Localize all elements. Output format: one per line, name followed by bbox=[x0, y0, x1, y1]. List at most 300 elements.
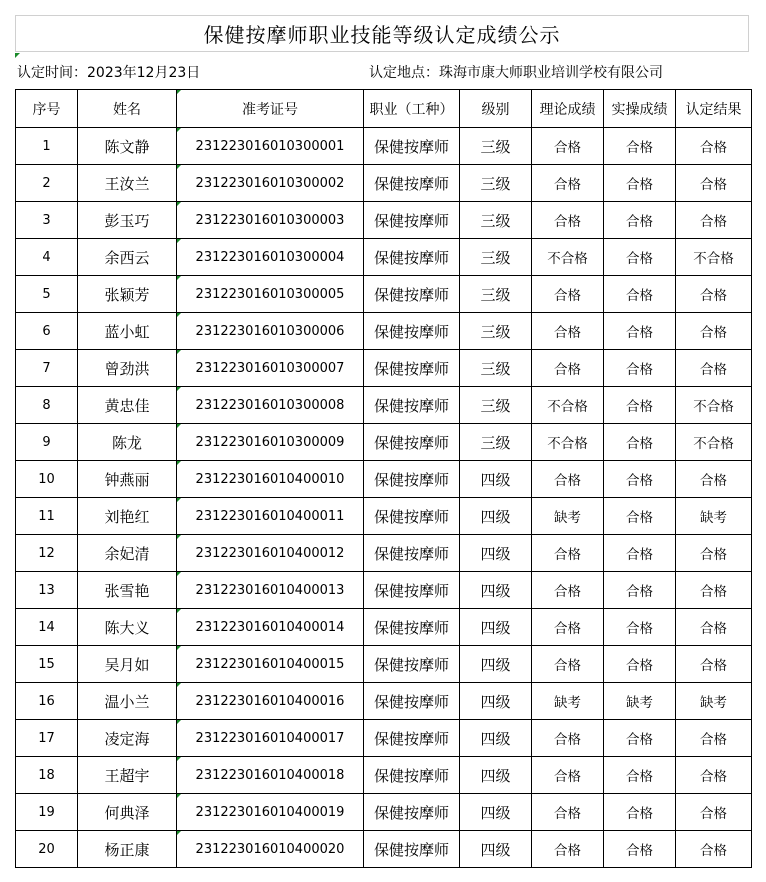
cell-level-text: 三级 bbox=[480, 174, 511, 193]
cell-index-text: 14 bbox=[38, 619, 55, 635]
cell-practical-score[interactable] bbox=[604, 794, 676, 831]
cell-result[interactable] bbox=[676, 461, 752, 498]
cell-exam-id[interactable] bbox=[177, 424, 364, 461]
cell-practical-score-text: 合格 bbox=[626, 621, 653, 637]
cell-index-text: 5 bbox=[42, 286, 51, 302]
header-cell-occupation[interactable]: 职业（工种） bbox=[364, 90, 460, 128]
cell-index[interactable] bbox=[16, 794, 78, 831]
cell-index[interactable] bbox=[16, 572, 78, 609]
cell-index-text: 15 bbox=[38, 656, 55, 672]
assessment-place[interactable]: 认定地点：珠海市康大师职业培训学校有限公司 bbox=[369, 65, 663, 81]
text-number-marker bbox=[177, 683, 181, 687]
cell-practical-score-text: 合格 bbox=[626, 436, 653, 452]
cell-level[interactable] bbox=[460, 757, 532, 794]
cell-result[interactable] bbox=[676, 424, 752, 461]
cell-exam-id[interactable] bbox=[177, 609, 364, 646]
cell-occupation-text: 保健按摩师 bbox=[373, 396, 449, 415]
cell-result-text: 不合格 bbox=[693, 399, 734, 415]
cell-occupation[interactable] bbox=[364, 387, 460, 424]
text-number-marker bbox=[177, 128, 181, 132]
cell-exam-id-text: 231223016010300008 bbox=[195, 397, 345, 413]
header-cell-result[interactable]: 认定结果 bbox=[676, 90, 752, 128]
cell-level-text: 四级 bbox=[480, 692, 511, 711]
cell-level[interactable] bbox=[460, 498, 532, 535]
cell-name-text: 凌定海 bbox=[104, 729, 150, 748]
cell-practical-score-text: 合格 bbox=[626, 214, 653, 230]
cell-name[interactable] bbox=[78, 276, 177, 313]
cell-exam-id[interactable] bbox=[177, 498, 364, 535]
cell-exam-id[interactable] bbox=[177, 831, 364, 868]
cell-index[interactable] bbox=[16, 609, 78, 646]
cell-theory-score[interactable] bbox=[532, 202, 604, 239]
cell-theory-score[interactable] bbox=[532, 313, 604, 350]
cell-name[interactable] bbox=[78, 794, 177, 831]
cell-result-text: 合格 bbox=[700, 362, 727, 378]
cell-level-text: 四级 bbox=[480, 470, 511, 489]
cell-name[interactable] bbox=[78, 239, 177, 276]
cell-name[interactable] bbox=[78, 128, 177, 165]
cell-occupation[interactable] bbox=[364, 794, 460, 831]
cell-index-text: 4 bbox=[42, 249, 51, 265]
cell-result-text: 合格 bbox=[700, 843, 727, 859]
cell-theory-score-text: 合格 bbox=[554, 584, 581, 600]
cell-result[interactable] bbox=[676, 535, 752, 572]
cell-practical-score-text: 合格 bbox=[626, 325, 653, 341]
cell-occupation-text: 保健按摩师 bbox=[373, 285, 449, 304]
table-row bbox=[16, 128, 752, 165]
cell-theory-score-text: 缺考 bbox=[554, 695, 581, 711]
cell-level[interactable] bbox=[460, 276, 532, 313]
cell-index[interactable] bbox=[16, 424, 78, 461]
cell-index-text: 17 bbox=[38, 730, 55, 746]
cell-level[interactable] bbox=[460, 387, 532, 424]
cell-practical-score[interactable] bbox=[604, 165, 676, 202]
cell-exam-id-text: 231223016010400018 bbox=[195, 767, 345, 783]
cell-level-text: 四级 bbox=[480, 729, 511, 748]
cell-level-text: 四级 bbox=[480, 544, 511, 563]
cell-exam-id[interactable] bbox=[177, 794, 364, 831]
cell-name-text: 王汝兰 bbox=[104, 174, 150, 193]
cell-result[interactable] bbox=[676, 757, 752, 794]
cell-practical-score-text: 合格 bbox=[626, 140, 653, 156]
cell-occupation-text: 保健按摩师 bbox=[373, 766, 449, 785]
cell-exam-id-text: 231223016010300004 bbox=[195, 249, 345, 265]
cell-result-text: 不合格 bbox=[693, 251, 734, 267]
cell-occupation-text: 保健按摩师 bbox=[373, 359, 449, 378]
cell-occupation[interactable] bbox=[364, 128, 460, 165]
cell-result[interactable] bbox=[676, 313, 752, 350]
text-number-marker bbox=[177, 720, 181, 724]
cell-theory-score-text: 合格 bbox=[554, 732, 581, 748]
cell-result-text: 合格 bbox=[700, 177, 727, 193]
cell-exam-id-text: 231223016010400017 bbox=[195, 730, 345, 746]
header-cell-index[interactable]: 序号 bbox=[16, 90, 78, 128]
header-cell-exam-id[interactable]: 准考证号 bbox=[177, 90, 364, 128]
cell-exam-id[interactable] bbox=[177, 757, 364, 794]
cell-name-text: 黄忠佳 bbox=[104, 396, 150, 415]
cell-name[interactable] bbox=[78, 535, 177, 572]
cell-index[interactable] bbox=[16, 831, 78, 868]
cell-result[interactable] bbox=[676, 572, 752, 609]
cell-name[interactable] bbox=[78, 831, 177, 868]
cell-name-text: 曾劲洪 bbox=[104, 359, 150, 378]
cell-practical-score-text: 合格 bbox=[626, 547, 653, 563]
cell-practical-score[interactable] bbox=[604, 276, 676, 313]
cell-occupation[interactable] bbox=[364, 831, 460, 868]
cell-level[interactable] bbox=[460, 609, 532, 646]
cell-theory-score-text: 合格 bbox=[554, 325, 581, 341]
cell-theory-score[interactable] bbox=[532, 276, 604, 313]
cell-exam-id[interactable] bbox=[177, 535, 364, 572]
cell-level-text: 四级 bbox=[480, 766, 511, 785]
cell-practical-score[interactable] bbox=[604, 646, 676, 683]
cell-exam-id-text: 231223016010300001 bbox=[195, 138, 345, 154]
cell-occupation[interactable] bbox=[364, 202, 460, 239]
cell-occupation[interactable] bbox=[364, 461, 460, 498]
cell-practical-score[interactable] bbox=[604, 609, 676, 646]
results-table bbox=[15, 89, 752, 868]
cell-exam-id[interactable] bbox=[177, 572, 364, 609]
cell-practical-score[interactable] bbox=[604, 313, 676, 350]
cell-exam-id[interactable] bbox=[177, 461, 364, 498]
cell-exam-id[interactable] bbox=[177, 387, 364, 424]
cell-exam-id-text: 231223016010400014 bbox=[195, 619, 345, 635]
cell-result[interactable] bbox=[676, 683, 752, 720]
cell-theory-score[interactable] bbox=[532, 128, 604, 165]
cell-index-text: 8 bbox=[42, 397, 51, 413]
cell-name-text: 温小兰 bbox=[104, 692, 150, 711]
table-row bbox=[16, 720, 752, 757]
cell-index[interactable] bbox=[16, 128, 78, 165]
cell-result[interactable] bbox=[676, 498, 752, 535]
cell-index[interactable] bbox=[16, 720, 78, 757]
cell-result-text: 合格 bbox=[700, 214, 727, 230]
cell-name[interactable] bbox=[78, 572, 177, 609]
cell-level-text: 三级 bbox=[480, 322, 511, 341]
table-row bbox=[16, 350, 752, 387]
cell-occupation[interactable] bbox=[364, 276, 460, 313]
cell-index[interactable] bbox=[16, 350, 78, 387]
cell-level[interactable] bbox=[460, 683, 532, 720]
cell-theory-score[interactable] bbox=[532, 239, 604, 276]
cell-result[interactable] bbox=[676, 831, 752, 868]
cell-theory-score[interactable] bbox=[532, 609, 604, 646]
cell-exam-id[interactable] bbox=[177, 683, 364, 720]
cell-index[interactable] bbox=[16, 498, 78, 535]
cell-theory-score[interactable] bbox=[532, 387, 604, 424]
cell-name[interactable] bbox=[78, 165, 177, 202]
cell-index[interactable] bbox=[16, 239, 78, 276]
cell-practical-score[interactable] bbox=[604, 831, 676, 868]
cell-theory-score[interactable] bbox=[532, 498, 604, 535]
cell-level[interactable] bbox=[460, 202, 532, 239]
cell-exam-id[interactable] bbox=[177, 313, 364, 350]
cell-exam-id-text: 231223016010300006 bbox=[195, 323, 345, 339]
cell-occupation[interactable] bbox=[364, 720, 460, 757]
cell-occupation[interactable] bbox=[364, 683, 460, 720]
table-row bbox=[16, 165, 752, 202]
cell-name[interactable] bbox=[78, 683, 177, 720]
cell-index-text: 13 bbox=[38, 582, 55, 598]
text-number-marker bbox=[177, 387, 181, 391]
cell-index[interactable] bbox=[16, 276, 78, 313]
cell-occupation-text: 保健按摩师 bbox=[373, 433, 449, 452]
cell-practical-score[interactable] bbox=[604, 239, 676, 276]
cell-index-text: 1 bbox=[42, 138, 51, 154]
cell-exam-id[interactable] bbox=[177, 350, 364, 387]
cell-name-text: 陈龙 bbox=[111, 433, 142, 452]
text-number-marker bbox=[177, 646, 181, 650]
cell-practical-score[interactable] bbox=[604, 387, 676, 424]
cell-exam-id[interactable] bbox=[177, 165, 364, 202]
cell-theory-score[interactable] bbox=[532, 350, 604, 387]
cell-result-text: 合格 bbox=[700, 288, 727, 304]
cell-theory-score[interactable] bbox=[532, 757, 604, 794]
table-row bbox=[16, 239, 752, 276]
cell-occupation-text: 保健按摩师 bbox=[373, 581, 449, 600]
cell-result-text: 缺考 bbox=[700, 510, 727, 526]
cell-theory-score-text: 合格 bbox=[554, 473, 581, 489]
cell-index[interactable] bbox=[16, 202, 78, 239]
cell-practical-score-text: 合格 bbox=[626, 658, 653, 674]
cell-level-text: 四级 bbox=[480, 840, 511, 859]
cell-practical-score[interactable] bbox=[604, 202, 676, 239]
cell-theory-score-text: 合格 bbox=[554, 214, 581, 230]
cell-level-text: 四级 bbox=[480, 655, 511, 674]
cell-result[interactable] bbox=[676, 128, 752, 165]
table-row bbox=[16, 683, 752, 720]
cell-occupation-text: 保健按摩师 bbox=[373, 137, 449, 156]
cell-practical-score-text: 合格 bbox=[626, 399, 653, 415]
cell-name[interactable] bbox=[78, 757, 177, 794]
cell-exam-id-text: 231223016010300002 bbox=[195, 175, 345, 191]
header-cell-practical[interactable]: 实操成绩 bbox=[604, 90, 676, 128]
cell-practical-score-text: 合格 bbox=[626, 473, 653, 489]
cell-practical-score[interactable] bbox=[604, 424, 676, 461]
table-row bbox=[16, 572, 752, 609]
header-cell-theory[interactable]: 理论成绩 bbox=[532, 90, 604, 128]
cell-occupation[interactable] bbox=[364, 313, 460, 350]
cell-result-text: 合格 bbox=[700, 140, 727, 156]
cell-index[interactable] bbox=[16, 313, 78, 350]
cell-level-text: 三级 bbox=[480, 137, 511, 156]
cell-practical-score-text: 缺考 bbox=[626, 695, 653, 711]
cell-occupation-text: 保健按摩师 bbox=[373, 322, 449, 341]
cell-occupation[interactable] bbox=[364, 609, 460, 646]
cell-index[interactable] bbox=[16, 461, 78, 498]
cell-theory-score[interactable] bbox=[532, 831, 604, 868]
cell-level[interactable] bbox=[460, 313, 532, 350]
cell-practical-score[interactable] bbox=[604, 572, 676, 609]
cell-name-text: 余西云 bbox=[104, 248, 150, 267]
cell-result[interactable] bbox=[676, 720, 752, 757]
cell-occupation-text: 保健按摩师 bbox=[373, 211, 449, 230]
text-number-marker bbox=[177, 202, 181, 206]
cell-name[interactable] bbox=[78, 387, 177, 424]
cell-occupation[interactable] bbox=[364, 535, 460, 572]
cell-result-text: 合格 bbox=[700, 547, 727, 563]
cell-theory-score[interactable] bbox=[532, 720, 604, 757]
cell-index-text: 19 bbox=[38, 804, 55, 820]
cell-theory-score[interactable] bbox=[532, 646, 604, 683]
text-number-marker bbox=[177, 276, 181, 280]
cell-exam-id[interactable] bbox=[177, 128, 364, 165]
cell-result[interactable] bbox=[676, 646, 752, 683]
cell-practical-score-text: 合格 bbox=[626, 843, 653, 859]
assessment-date[interactable]: 认定时间：2023年12月23日 bbox=[17, 65, 201, 81]
cell-practical-score[interactable] bbox=[604, 683, 676, 720]
cell-name[interactable] bbox=[78, 202, 177, 239]
table-row bbox=[16, 609, 752, 646]
cell-practical-score-text: 合格 bbox=[626, 251, 653, 267]
cell-level[interactable] bbox=[460, 572, 532, 609]
cell-exam-id[interactable] bbox=[177, 276, 364, 313]
cell-exam-id-text: 231223016010400019 bbox=[195, 804, 345, 820]
cell-level-text: 四级 bbox=[480, 803, 511, 822]
cell-result[interactable] bbox=[676, 350, 752, 387]
cell-level[interactable] bbox=[460, 350, 532, 387]
cell-name[interactable] bbox=[78, 350, 177, 387]
cell-theory-score-text: 合格 bbox=[554, 658, 581, 674]
cell-exam-id-text: 231223016010400013 bbox=[195, 582, 345, 598]
cell-name[interactable] bbox=[78, 313, 177, 350]
cell-level[interactable] bbox=[460, 646, 532, 683]
cell-index-text: 9 bbox=[42, 434, 51, 450]
cell-exam-id-text: 231223016010400020 bbox=[195, 841, 345, 857]
cell-practical-score[interactable] bbox=[604, 535, 676, 572]
cell-level[interactable] bbox=[460, 831, 532, 868]
cell-occupation[interactable] bbox=[364, 757, 460, 794]
cell-result[interactable] bbox=[676, 609, 752, 646]
cell-result-text: 缺考 bbox=[700, 695, 727, 711]
cell-theory-score[interactable] bbox=[532, 461, 604, 498]
cell-exam-id-text: 231223016010400011 bbox=[195, 508, 345, 524]
table-row bbox=[16, 313, 752, 350]
cell-practical-score[interactable] bbox=[604, 757, 676, 794]
cell-name-text: 张颖芳 bbox=[104, 285, 150, 304]
text-number-marker bbox=[177, 572, 181, 576]
header-cell-name[interactable]: 姓名 bbox=[78, 90, 177, 128]
cell-result[interactable] bbox=[676, 165, 752, 202]
cell-index[interactable] bbox=[16, 757, 78, 794]
cell-name-text: 张雪艳 bbox=[104, 581, 150, 600]
cell-result-text: 合格 bbox=[700, 732, 727, 748]
cell-theory-score-text: 合格 bbox=[554, 843, 581, 859]
cell-index-text: 3 bbox=[42, 212, 51, 228]
cell-practical-score[interactable] bbox=[604, 350, 676, 387]
cell-result-text: 合格 bbox=[700, 584, 727, 600]
cell-level[interactable] bbox=[460, 128, 532, 165]
cell-result[interactable] bbox=[676, 276, 752, 313]
cell-result[interactable] bbox=[676, 239, 752, 276]
cell-occupation[interactable] bbox=[364, 646, 460, 683]
cell-name[interactable] bbox=[78, 609, 177, 646]
cell-index[interactable] bbox=[16, 387, 78, 424]
cell-practical-score-text: 合格 bbox=[626, 806, 653, 822]
cell-occupation-text: 保健按摩师 bbox=[373, 655, 449, 674]
cell-practical-score[interactable] bbox=[604, 498, 676, 535]
cell-name[interactable] bbox=[78, 720, 177, 757]
cell-occupation[interactable] bbox=[364, 165, 460, 202]
cell-occupation-text: 保健按摩师 bbox=[373, 544, 449, 563]
cell-name[interactable] bbox=[78, 424, 177, 461]
cell-index[interactable] bbox=[16, 646, 78, 683]
cell-exam-id[interactable] bbox=[177, 646, 364, 683]
cell-result-text: 合格 bbox=[700, 473, 727, 489]
cell-practical-score[interactable] bbox=[604, 461, 676, 498]
cell-occupation-text: 保健按摩师 bbox=[373, 248, 449, 267]
cell-occupation[interactable] bbox=[364, 239, 460, 276]
cell-occupation[interactable] bbox=[364, 572, 460, 609]
cell-exam-id[interactable] bbox=[177, 720, 364, 757]
cell-result-text: 合格 bbox=[700, 325, 727, 341]
cell-level-text: 三级 bbox=[480, 285, 511, 304]
cell-occupation-text: 保健按摩师 bbox=[373, 840, 449, 859]
cell-practical-score-text: 合格 bbox=[626, 584, 653, 600]
cell-comment-marker bbox=[15, 53, 20, 58]
cell-practical-score[interactable] bbox=[604, 720, 676, 757]
cell-theory-score-text: 合格 bbox=[554, 177, 581, 193]
cell-theory-score[interactable] bbox=[532, 572, 604, 609]
cell-practical-score[interactable] bbox=[604, 128, 676, 165]
cell-theory-score-text: 合格 bbox=[554, 288, 581, 304]
cell-result[interactable] bbox=[676, 202, 752, 239]
cell-name[interactable] bbox=[78, 646, 177, 683]
cell-occupation[interactable] bbox=[364, 498, 460, 535]
cell-level[interactable] bbox=[460, 239, 532, 276]
cell-exam-id[interactable] bbox=[177, 239, 364, 276]
cell-name[interactable] bbox=[78, 498, 177, 535]
cell-occupation[interactable] bbox=[364, 424, 460, 461]
cell-occupation-text: 保健按摩师 bbox=[373, 174, 449, 193]
cell-level[interactable] bbox=[460, 424, 532, 461]
cell-theory-score[interactable] bbox=[532, 535, 604, 572]
cell-exam-id[interactable] bbox=[177, 202, 364, 239]
cell-occupation-text: 保健按摩师 bbox=[373, 729, 449, 748]
cell-level[interactable] bbox=[460, 165, 532, 202]
cell-exam-id-text: 231223016010400010 bbox=[195, 471, 345, 487]
cell-result-text: 合格 bbox=[700, 658, 727, 674]
header-cell-level[interactable]: 级别 bbox=[460, 90, 532, 128]
cell-theory-score[interactable] bbox=[532, 165, 604, 202]
cell-practical-score-text: 合格 bbox=[626, 288, 653, 304]
cell-theory-score-text: 合格 bbox=[554, 140, 581, 156]
cell-result[interactable] bbox=[676, 794, 752, 831]
cell-theory-score[interactable] bbox=[532, 794, 604, 831]
sheet-title-cell[interactable] bbox=[15, 15, 749, 52]
cell-index-text: 2 bbox=[42, 175, 51, 191]
text-number-marker bbox=[177, 609, 181, 613]
cell-theory-score[interactable] bbox=[532, 683, 604, 720]
cell-practical-score-text: 合格 bbox=[626, 510, 653, 526]
cell-result[interactable] bbox=[676, 387, 752, 424]
cell-level[interactable] bbox=[460, 535, 532, 572]
cell-index-text: 18 bbox=[38, 767, 55, 783]
cell-level[interactable] bbox=[460, 720, 532, 757]
text-number-marker bbox=[177, 794, 181, 798]
cell-level[interactable] bbox=[460, 794, 532, 831]
table-row bbox=[16, 498, 752, 535]
cell-index[interactable] bbox=[16, 683, 78, 720]
cell-index[interactable] bbox=[16, 535, 78, 572]
cell-theory-score[interactable] bbox=[532, 424, 604, 461]
cell-index[interactable] bbox=[16, 165, 78, 202]
cell-name[interactable] bbox=[78, 461, 177, 498]
cell-level[interactable] bbox=[460, 461, 532, 498]
cell-occupation[interactable] bbox=[364, 350, 460, 387]
cell-name-text: 蓝小虹 bbox=[104, 322, 150, 341]
text-number-marker bbox=[177, 165, 181, 169]
